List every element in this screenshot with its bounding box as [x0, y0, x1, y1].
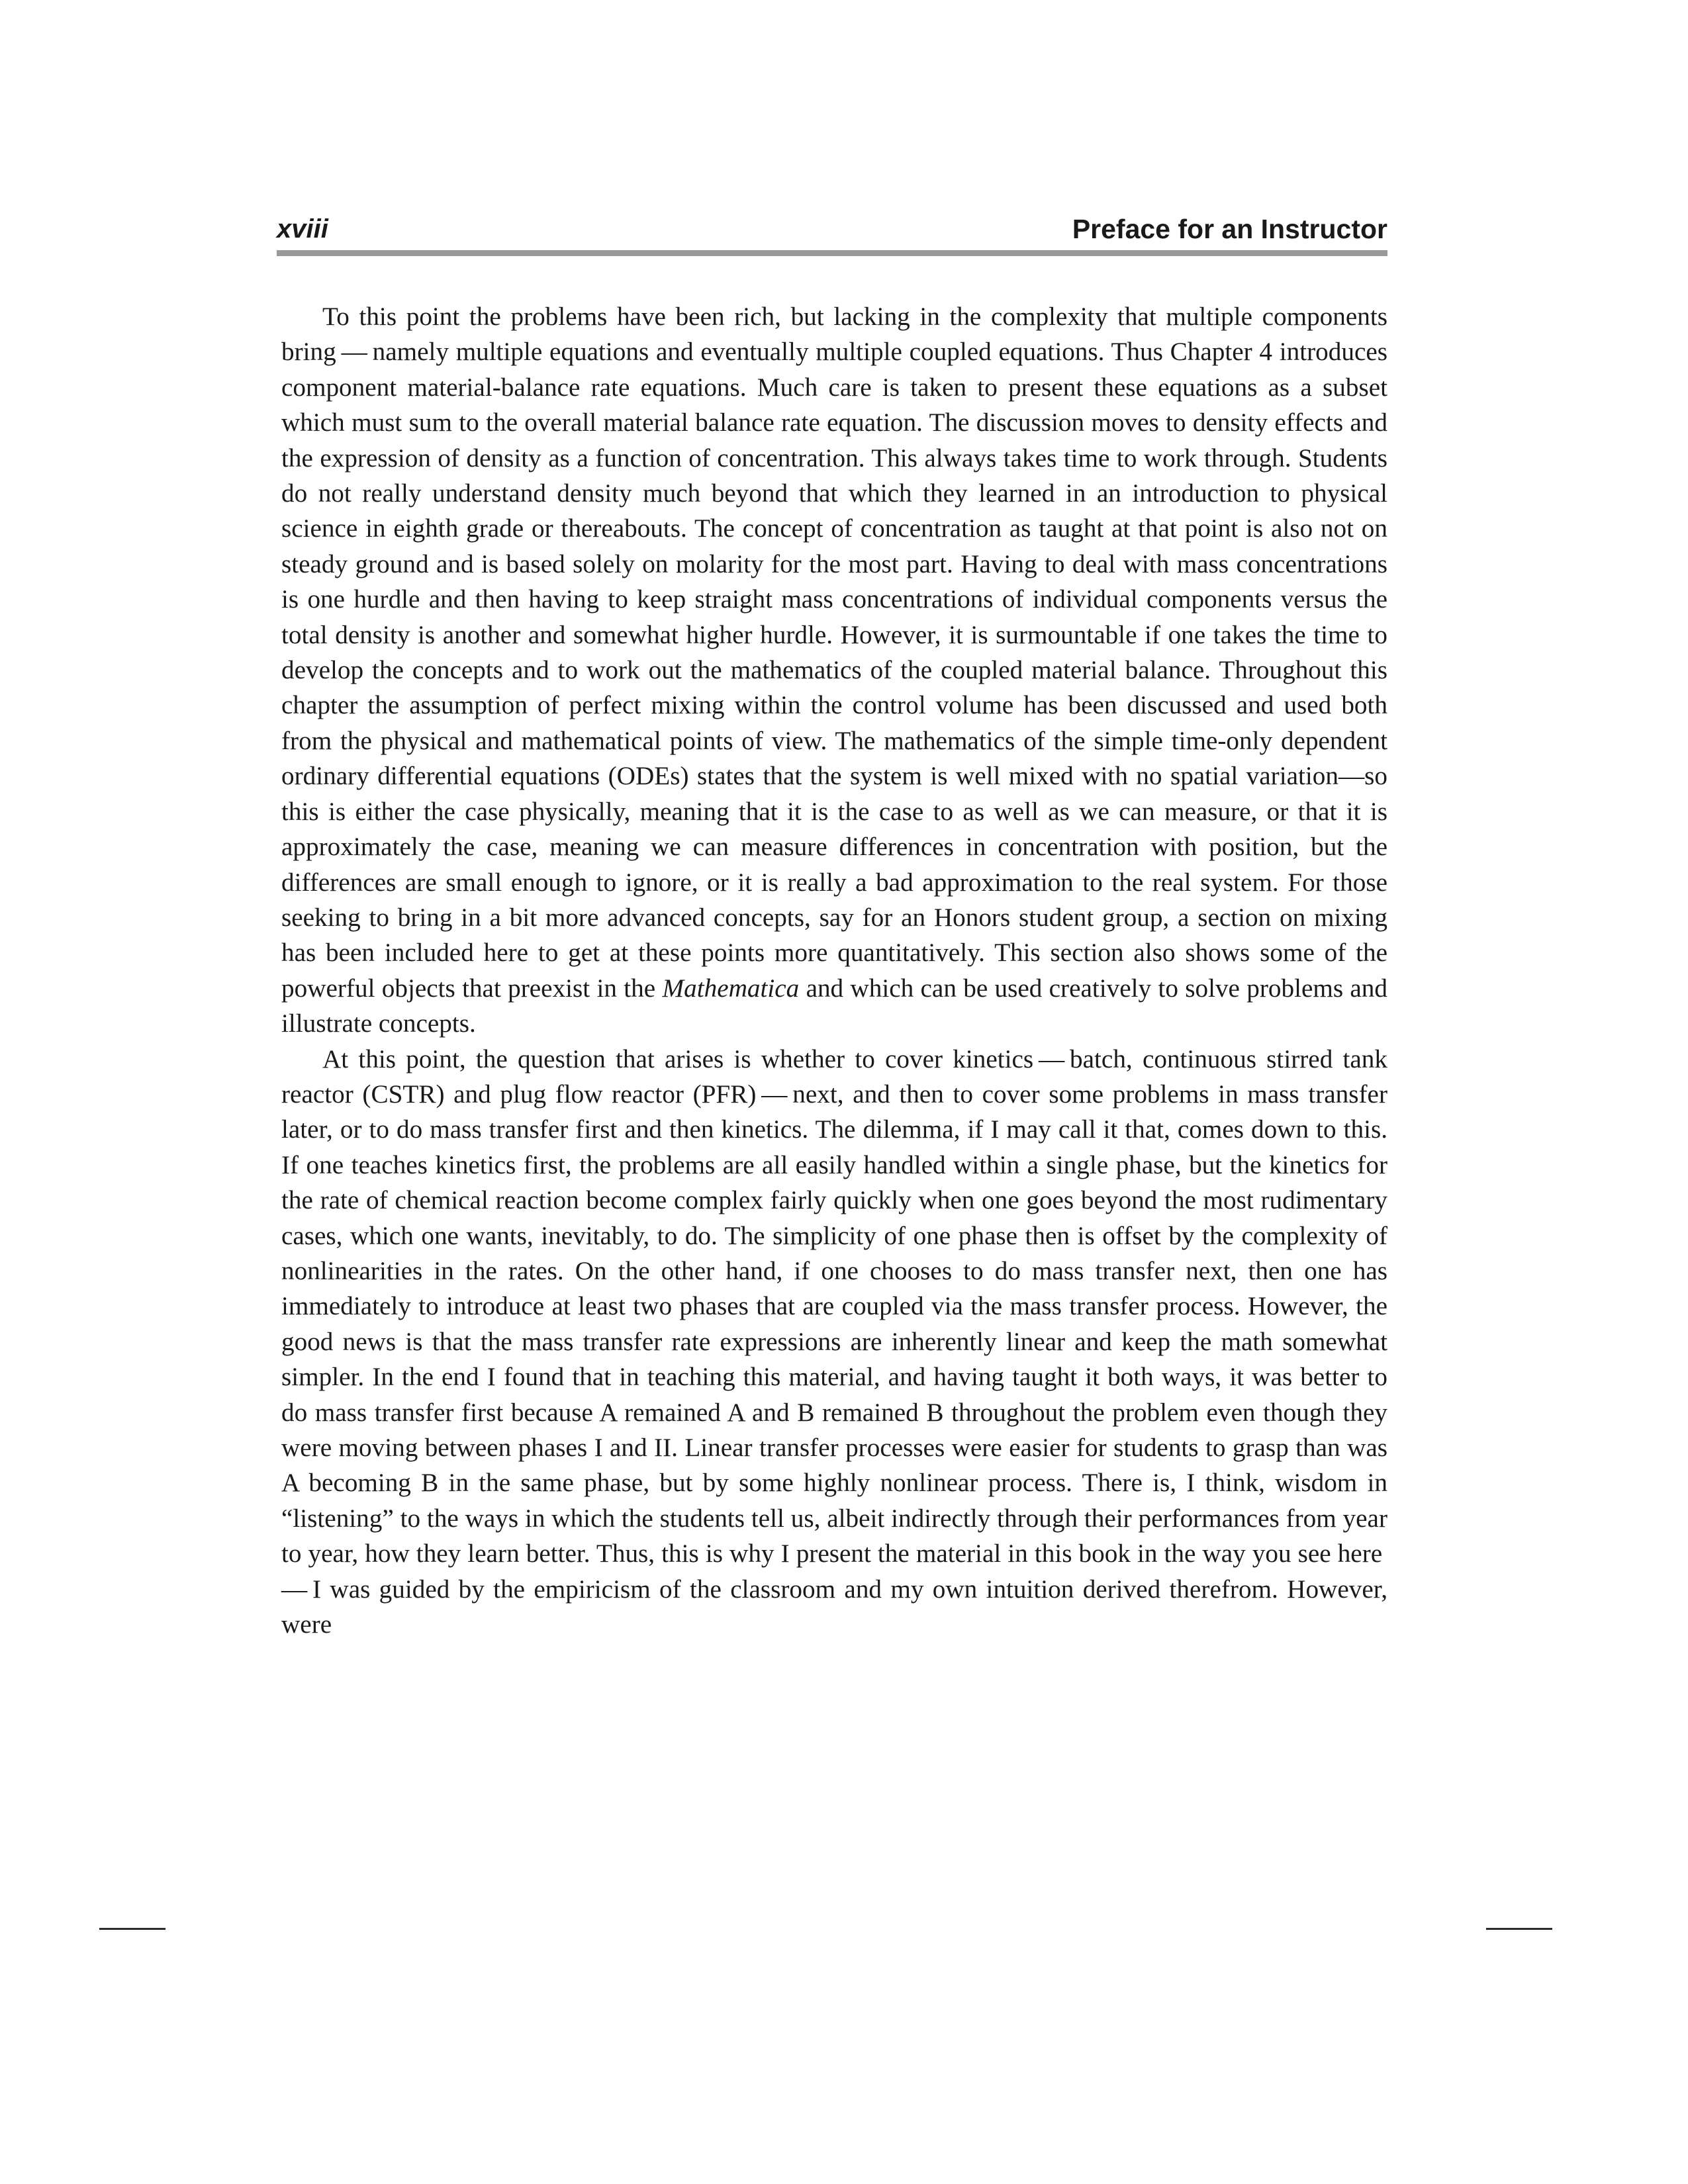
page-number: xviii [277, 214, 328, 244]
paragraph-1-text-end: and which can be used creatively to solve problems and illustrate concepts. [281, 974, 1387, 1038]
paragraph-2: At this point, the question that arises is whether to cover kinetics — batch, continuous stirred tank reactor (CSTR) and plug flow reactor (PFR) — next, and then to cover some problems in mass transfer later, or to do mass transfer first and then kinetics. The dilemma, if I may call it that, comes down to this. If one teaches kinetics first, the problems are all easily handled within a single phase, but the kinetics for the rate of chemical reaction become complex fairly quickly when one goes beyond the most rudimentary cases, which one wants, inevitably, to do. The simplicity of one phase then is offset by the complexity of nonlinearities in the rates. On the other hand, if one chooses to do mass transfer next, then one has immediately to introduce at least two phases that are coupled via the mass transfer process. However, the good news is that the mass transfer rate expressions are inherently linear and keep the math somewhat simpler. In the end I found that in teaching this material, and having taught it both ways, it was better to do mass transfer first because A remained A and B remained B throughout the problem even though they were moving between phases I and II. Linear transfer processes were easier for students to grasp than was A becoming B in the same phase, but by some highly nonlinear process. There is, I think, wisdom in “listening” to the ways in which the students tell us, albeit indirectly through their performances from year to year, how they learn better. Thus, this is why I present the material in this book in the way you see here — I was guided by the empiricism of the classroom and my own intuition derived therefrom. However, were [281, 1044, 1387, 1639]
paragraph-1-text: To this point the problems have been rich, but lacking in the complexity that multiple components bring — namely multiple equations and eventually multiple coupled equations. Thus Chapter 4 introduces component material-balance rate equations. Much care is taken to present these equations as a subset which must sum to the overall material balance rate equation. The discussion moves to density effects and the expression of density as a function of concentration. This always takes time to work through. Students do not really understand density much beyond that which they learned in an introduction to physical science in eighth grade or thereabouts. The concept of concentration as taught at that point is also not on steady ground and is based solely on molarity for the most part. Having to deal with mass concentrations is one hurdle and then having to keep straight mass concentrations of individual components versus the total density is another and somewhat higher hurdle. However, it is surmountable if one takes the time to develop the concepts and to work out the mathematics of the coupled material balance. Throughout this chapter the assumption of perfect mixing within the control volume has been discussed and used both from the physical and mathematical points of view. The mathematics of the simple time-only dependent ordinary differential equations (ODEs) states that the system is well mixed with no spatial variation—so this is either the case physically, meaning that it is the case to as well as we can measure, or that it is approximately the case, meaning we can measure differences in concentration with position, but the differences are small enough to ignore, or it is really a bad approximation to the real system. For those seeking to bring in a bit more advanced concepts, say for an Honors student group, a section on mixing has been included here to get at these points more quantitatively. This section also shows some of the powerful objects that preexist in the [281, 302, 1387, 1003]
header-rule [277, 250, 1387, 256]
mathematica-emphasis: Mathematica [662, 974, 800, 1003]
paragraph-1 [281, 299, 1387, 1042]
body-text [281, 299, 1387, 1642]
crop-mark-left [99, 1928, 165, 1930]
crop-mark-right [1486, 1928, 1552, 1930]
running-head: Preface for an Instructor [1072, 214, 1387, 244]
page-header [277, 210, 1387, 248]
